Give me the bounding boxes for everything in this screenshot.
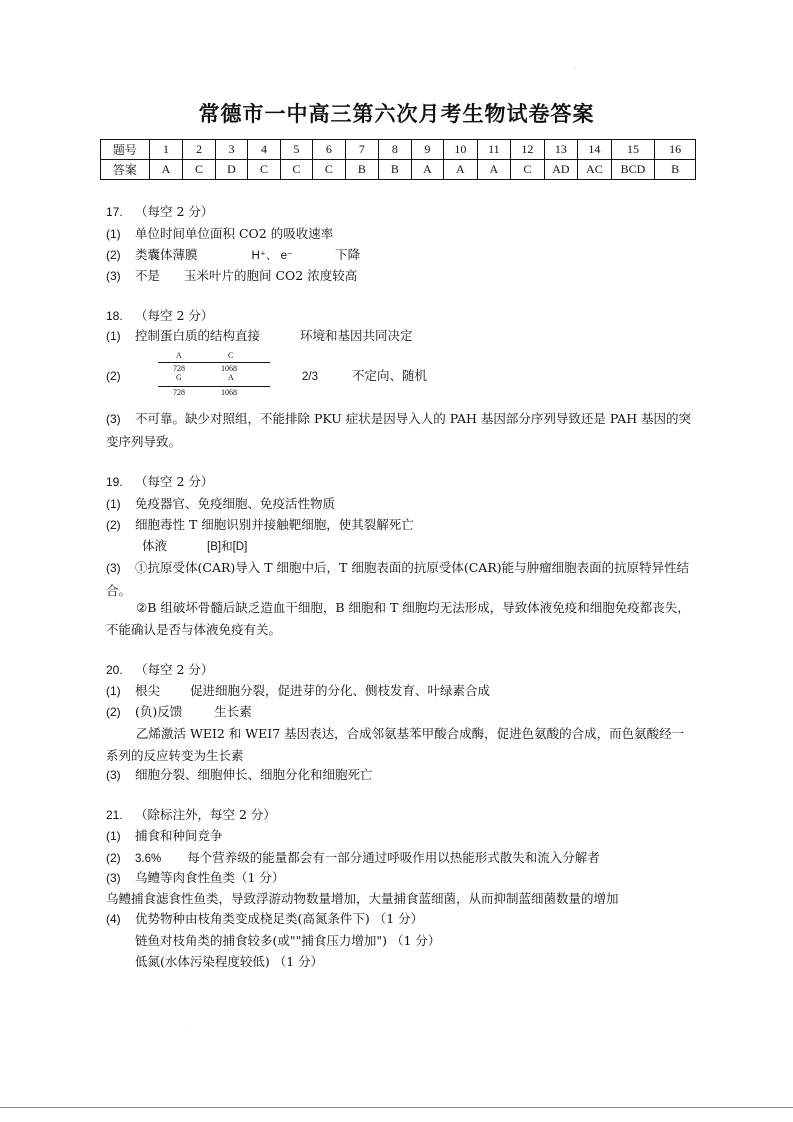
diagram-label: C: [228, 351, 234, 360]
table-cell: C: [248, 160, 280, 180]
q19-line-2: (2) 细胞毒性 T 细胞识别并接触靶细胞，使其裂解死亡: [106, 517, 414, 532]
table-cell: 14: [578, 140, 612, 160]
q20-line-1: (1) 根尖 促进细胞分裂，促进芽的分化、侧枝发育、叶绿素合成: [106, 683, 491, 698]
table-cell: 16: [655, 140, 696, 160]
row-header: 答案: [101, 160, 150, 180]
diagram-label: 1068: [221, 364, 237, 373]
dna-strand-line: [158, 386, 270, 387]
q17-line-3: (3) 不是 玉米叶片的胞间 CO2 浓度较高: [106, 268, 358, 283]
table-cell: 11: [477, 140, 511, 160]
table-cell: 6: [313, 140, 345, 160]
table-cell: 8: [379, 140, 411, 160]
q18-line-1: (1) 控制蛋白质的结构直接 环境和基因共同决定: [106, 328, 413, 343]
diagram-label: 728: [173, 388, 185, 397]
table-cell: 15: [611, 140, 655, 160]
table-cell: B: [379, 160, 411, 180]
page-title: 常德市一中高三第六次月考生物试卷答案: [198, 101, 595, 126]
q21-line-1: (1) 捕食和种间竞争: [106, 828, 223, 843]
q19-line-1: (1) 免疫器官、免疫细胞、免疫活性物质: [106, 496, 336, 511]
diagram-label: 1068: [221, 388, 237, 397]
table-cell: A: [444, 160, 478, 180]
table-cell: A: [411, 160, 443, 180]
table-cell: 12: [511, 140, 545, 160]
table-cell: D: [215, 160, 247, 180]
table-cell: 10: [444, 140, 478, 160]
q18-header: 18. （每空 2 分）: [106, 308, 214, 323]
row-header: 题号: [101, 140, 150, 160]
table-cell: BCD: [611, 160, 655, 180]
q21-line-3: (3) 乌鳢等肉食性鱼类（1 分）: [106, 870, 285, 885]
table-cell: AD: [544, 160, 578, 180]
table-cell: C: [313, 160, 345, 180]
q21-header: 21. （除标注外，每空 2 分）: [106, 807, 276, 822]
table-cell: 5: [280, 140, 312, 160]
table-cell: 4: [248, 140, 280, 160]
q21-line-4: (4) 优势物种由枝角类变成桡足类(高氮条件下) （1 分）: [106, 911, 424, 926]
q17-line-1: (1) 单位时间单位面积 CO2 的吸收速率: [106, 226, 334, 241]
table-cell: B: [345, 160, 379, 180]
q20-header: 20. （每空 2 分）: [106, 662, 214, 677]
q19-header: 19. （每空 2 分）: [106, 474, 214, 489]
table-row: [101, 140, 696, 160]
dna-sequence-diagram: [158, 351, 270, 399]
q18-line-2-num: (2): [106, 369, 121, 383]
table-cell: A: [149, 160, 183, 180]
q17-line-2: (2) 类囊体薄膜 H⁺、 e⁻ 下降: [106, 247, 361, 262]
table-cell: A: [477, 160, 511, 180]
table-cell: 9: [411, 140, 443, 160]
q19-line-3b: ②B 组破坏骨髓后缺乏造血干细胞，B 细胞和 T 细胞均无法形成，导致体液免疫和细胞免疫都丧失，不能确认是否与体液免疫有关。: [106, 600, 690, 637]
q21-line-4c: 低氮(水体污染程度较低) （1 分）: [135, 954, 324, 969]
q20-line-3: (3) 细胞分裂、细胞伸长、细胞分化和细胞死亡: [106, 767, 373, 782]
diagram-label: A: [176, 351, 182, 360]
q20-line-2: (2) (负)反馈 生长素: [106, 704, 252, 719]
table-cell: C: [280, 160, 312, 180]
q19-line-2b: 体液 [B]和[D]: [142, 538, 248, 553]
table-cell: C: [183, 160, 215, 180]
table-cell: C: [511, 160, 545, 180]
q21-paragraph: 乌鳢捕食滤食性鱼类，导致浮游动物数量增加，大量捕食蓝细菌，从而抑制蓝细菌数量的增加: [106, 891, 619, 906]
table-cell: 2: [183, 140, 215, 160]
table-cell: 7: [345, 140, 379, 160]
diagram-label: G: [176, 373, 182, 382]
page-bottom-rule: [0, 1107, 793, 1108]
q21-line-4b: 链鱼对枝角类的捕食较多(或""捕食压力增加") （1 分）: [135, 933, 441, 948]
diagram-label: A: [228, 373, 234, 382]
diagram-label: 728: [173, 364, 185, 373]
table-cell: AC: [578, 160, 612, 180]
scan-dot: .: [574, 64, 576, 71]
q20-paragraph: 乙烯激活 WEI2 和 WEI7 基因表达，合成邻氨基苯甲酸合成酶，促进色氨酸的合成，而色氨酸经一系列的反应转变为生长素: [106, 726, 685, 763]
q17-header: 17. （每空 2 分）: [106, 204, 214, 219]
scan-dot: .: [189, 1022, 191, 1029]
table-cell: 13: [544, 140, 578, 160]
q18-line-3: (3) 不可靠。缺少对照组，不能排除 PKU 症状是因导入人的 PAH 基因部分序列导致还是 PAH 基因的突变序列导致。: [106, 411, 692, 449]
table-cell: B: [655, 160, 696, 180]
q18-line-2-answers: 2/3 不定向、随机: [302, 368, 428, 383]
answer-table: [100, 139, 696, 180]
q19-line-3: (3) ①抗原受体(CAR)导入 T 细胞中后，T 细胞表面的抗原受体(CAR)能与肿瘤细胞表面的抗原特异性结合。: [106, 560, 690, 598]
table-row: [101, 160, 696, 180]
dna-strand-line: [158, 362, 270, 363]
table-cell: 1: [149, 140, 183, 160]
table-cell: 3: [215, 140, 247, 160]
q21-line-2: (2) 3.6% 每个营养级的能量都会有一部分通过呼吸作用以热能形式散失和流入分解者: [106, 850, 600, 865]
